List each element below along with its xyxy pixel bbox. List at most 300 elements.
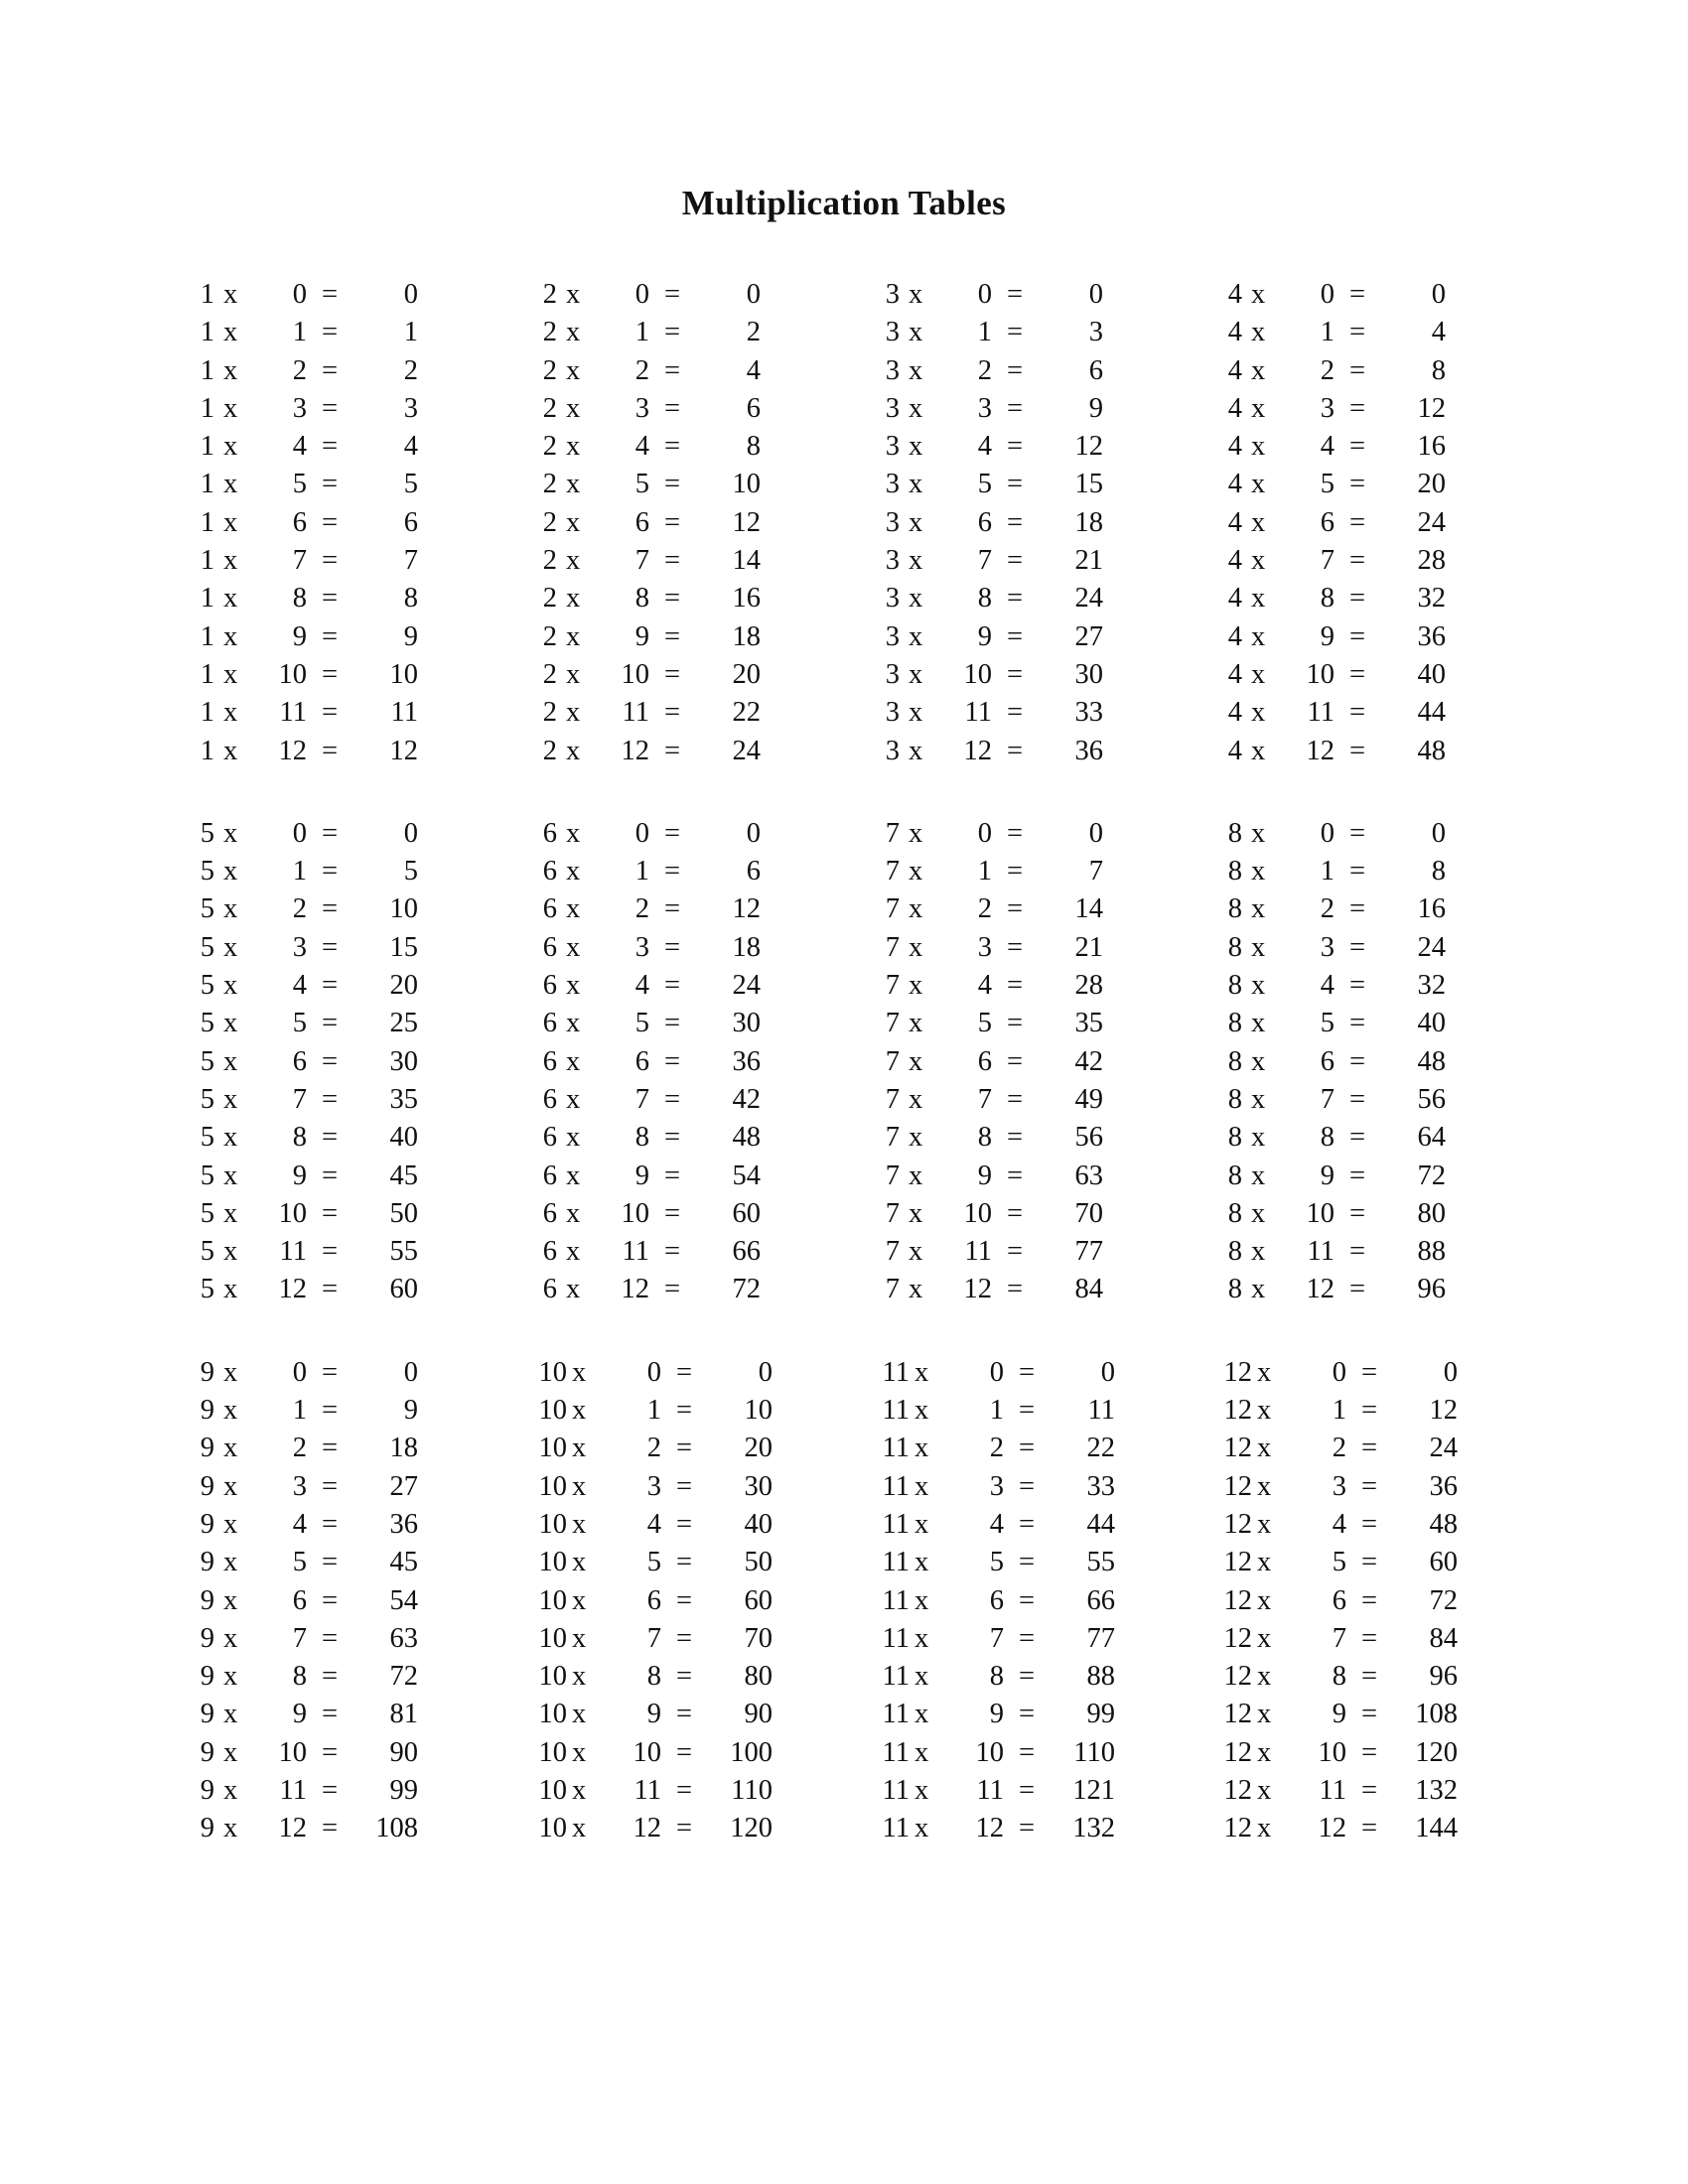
table-row xyxy=(511,1506,773,1544)
operator: x xyxy=(909,1122,923,1154)
equals-sign: = xyxy=(1348,817,1366,849)
multiplier: 3 xyxy=(885,392,900,424)
equals-sign: = xyxy=(1348,392,1366,424)
product: 121 xyxy=(1072,1774,1115,1806)
table-row xyxy=(169,1772,418,1810)
equals-sign: = xyxy=(321,1508,339,1540)
product: 24 xyxy=(732,970,761,1002)
product: 15 xyxy=(389,931,418,963)
multiplier: 4 xyxy=(1227,469,1242,500)
operator: x xyxy=(223,1197,238,1229)
operator: x xyxy=(1251,583,1266,614)
table-row xyxy=(854,1233,1103,1271)
operator: x xyxy=(223,317,238,348)
equals-sign: = xyxy=(321,545,339,577)
multiplicand: 9 xyxy=(292,620,307,652)
multiplicand: 2 xyxy=(634,354,649,386)
product: 36 xyxy=(1074,735,1103,766)
equals-sign: = xyxy=(321,1622,339,1654)
product: 42 xyxy=(1074,1045,1103,1077)
operator: x xyxy=(914,1736,929,1768)
table-row xyxy=(854,694,1103,732)
product: 48 xyxy=(1417,1045,1446,1077)
equals-sign: = xyxy=(321,469,339,500)
multiplier: 2 xyxy=(542,697,557,729)
multiplier: 4 xyxy=(1227,620,1242,652)
table-row xyxy=(511,1468,773,1506)
operator: x xyxy=(914,1661,929,1693)
equals-sign: = xyxy=(1018,1661,1036,1693)
product: 20 xyxy=(744,1433,773,1464)
operator: x xyxy=(566,856,581,887)
multiplicand: 3 xyxy=(1320,931,1335,963)
product: 2 xyxy=(403,354,418,386)
table-row xyxy=(1196,733,1446,770)
multiplier: 6 xyxy=(542,1236,557,1268)
table-row xyxy=(854,656,1103,694)
table-row xyxy=(1196,428,1446,466)
multiplier: 3 xyxy=(885,545,900,577)
product: 2 xyxy=(746,317,761,348)
multiplicand: 0 xyxy=(634,817,649,849)
product: 120 xyxy=(730,1813,773,1844)
fact-table xyxy=(169,276,418,770)
equals-sign: = xyxy=(1018,1547,1036,1578)
table-row xyxy=(169,1544,418,1581)
operator: x xyxy=(223,1045,238,1077)
equals-sign: = xyxy=(321,1661,339,1693)
operator: x xyxy=(566,893,581,925)
multiplicand: 2 xyxy=(292,354,307,386)
product: 6 xyxy=(746,392,761,424)
table-row xyxy=(169,618,418,656)
multiplier: 12 xyxy=(1223,1433,1252,1464)
multiplier: 10 xyxy=(538,1661,567,1693)
multiplicand: 5 xyxy=(634,1008,649,1039)
equals-sign: = xyxy=(1006,1083,1024,1115)
multiplicand: 1 xyxy=(977,856,992,887)
table-row xyxy=(511,390,761,428)
table-row xyxy=(1196,1158,1446,1195)
multiplicand: 7 xyxy=(1320,545,1335,577)
equals-sign: = xyxy=(1348,620,1366,652)
equals-sign: = xyxy=(1006,1160,1024,1191)
multiplier: 8 xyxy=(1227,1122,1242,1154)
multiplier: 11 xyxy=(882,1813,910,1844)
table-row xyxy=(854,1195,1103,1233)
multiplicand: 0 xyxy=(1320,279,1335,310)
multiplier: 9 xyxy=(200,1395,214,1427)
product: 56 xyxy=(1417,1083,1446,1115)
multiplicand: 6 xyxy=(977,1045,992,1077)
equals-sign: = xyxy=(663,317,681,348)
multiplier: 10 xyxy=(538,1547,567,1578)
equals-sign: = xyxy=(321,856,339,887)
multiplicand: 0 xyxy=(1332,1356,1346,1388)
fact-table xyxy=(854,1354,1115,1848)
multiplier: 3 xyxy=(885,583,900,614)
equals-sign: = xyxy=(1006,856,1024,887)
operator: x xyxy=(223,1622,238,1654)
operator: x xyxy=(1257,1813,1272,1844)
multiplicand: 7 xyxy=(634,545,649,577)
equals-sign: = xyxy=(321,354,339,386)
table-row xyxy=(1196,1430,1458,1467)
multiplier: 2 xyxy=(542,392,557,424)
operator: x xyxy=(223,279,238,310)
multiplicand: 12 xyxy=(621,735,649,766)
multiplication-table-8 xyxy=(1196,815,1539,1309)
operator: x xyxy=(909,620,923,652)
multiplier: 5 xyxy=(200,1045,214,1077)
table-row xyxy=(1196,1119,1446,1157)
table-row xyxy=(854,1506,1115,1544)
multiplier: 5 xyxy=(200,1083,214,1115)
multiplicand: 4 xyxy=(646,1508,661,1540)
multiplier: 2 xyxy=(542,658,557,690)
product: 84 xyxy=(1074,1274,1103,1305)
multiplier: 9 xyxy=(200,1813,214,1844)
equals-sign: = xyxy=(1348,1274,1366,1305)
multiplicand: 4 xyxy=(1332,1508,1346,1540)
table-row xyxy=(1196,314,1446,351)
table-row xyxy=(854,1772,1115,1810)
multiplicand: 3 xyxy=(292,392,307,424)
operator: x xyxy=(566,392,581,424)
operator: x xyxy=(909,658,923,690)
equals-sign: = xyxy=(1348,931,1366,963)
operator: x xyxy=(223,893,238,925)
operator: x xyxy=(566,583,581,614)
equals-sign: = xyxy=(675,1584,693,1616)
product: 12 xyxy=(732,893,761,925)
table-row xyxy=(1196,504,1446,542)
operator: x xyxy=(1257,1699,1272,1730)
equals-sign: = xyxy=(1006,658,1024,690)
multiplicand: 1 xyxy=(1320,317,1335,348)
operator: x xyxy=(1251,1083,1266,1115)
equals-sign: = xyxy=(1348,279,1366,310)
equals-sign: = xyxy=(321,970,339,1002)
table-row xyxy=(169,1119,418,1157)
operator: x xyxy=(223,817,238,849)
operator: x xyxy=(909,893,923,925)
table-row xyxy=(511,1658,773,1696)
multiplicand: 6 xyxy=(634,506,649,538)
multiplicand: 9 xyxy=(1332,1699,1346,1730)
table-row xyxy=(511,815,761,853)
multiplicand: 8 xyxy=(989,1661,1004,1693)
product: 20 xyxy=(1417,469,1446,500)
multiplier: 10 xyxy=(538,1813,567,1844)
multiplier: 11 xyxy=(882,1622,910,1654)
table-row xyxy=(511,580,761,617)
operator: x xyxy=(566,1008,581,1039)
table-row xyxy=(854,1354,1115,1392)
operator: x xyxy=(566,506,581,538)
multiplicand: 4 xyxy=(1320,431,1335,463)
table-row xyxy=(511,1696,773,1733)
equals-sign: = xyxy=(321,317,339,348)
multiplier: 9 xyxy=(200,1736,214,1768)
multiplicand: 6 xyxy=(1320,506,1335,538)
multiplier: 3 xyxy=(885,279,900,310)
table-row xyxy=(511,1734,773,1772)
table-row xyxy=(511,1810,773,1847)
table-row xyxy=(169,390,418,428)
product: 110 xyxy=(1073,1736,1115,1768)
equals-sign: = xyxy=(321,1433,339,1464)
table-row xyxy=(511,1233,761,1271)
multiplier: 8 xyxy=(1227,856,1242,887)
product: 0 xyxy=(403,817,418,849)
table-row xyxy=(854,1081,1103,1119)
product: 20 xyxy=(732,658,761,690)
fact-table xyxy=(1196,1354,1458,1848)
product: 60 xyxy=(732,1197,761,1229)
equals-sign: = xyxy=(1348,469,1366,500)
multiplier: 7 xyxy=(885,1083,900,1115)
multiplicand: 0 xyxy=(989,1356,1004,1388)
table-row xyxy=(1196,815,1446,853)
equals-sign: = xyxy=(1360,1622,1378,1654)
table-row xyxy=(854,815,1103,853)
product: 18 xyxy=(732,620,761,652)
table-row xyxy=(511,466,761,503)
multiplier: 11 xyxy=(882,1395,910,1427)
product: 24 xyxy=(1417,931,1446,963)
operator: x xyxy=(1257,1547,1272,1578)
product: 63 xyxy=(1074,1160,1103,1191)
table-row xyxy=(1196,1810,1458,1847)
multiplicand: 5 xyxy=(977,469,992,500)
table-row xyxy=(169,1658,418,1696)
operator: x xyxy=(914,1622,929,1654)
operator: x xyxy=(223,970,238,1002)
product: 90 xyxy=(744,1699,773,1730)
equals-sign: = xyxy=(675,1356,693,1388)
multiplier: 11 xyxy=(882,1774,910,1806)
multiplier: 5 xyxy=(200,856,214,887)
multiplier: 4 xyxy=(1227,583,1242,614)
equals-sign: = xyxy=(1018,1584,1036,1616)
multiplicand: 2 xyxy=(634,893,649,925)
product: 66 xyxy=(732,1236,761,1268)
equals-sign: = xyxy=(1348,1122,1366,1154)
multiplicand: 11 xyxy=(622,697,649,729)
multiplier: 2 xyxy=(542,354,557,386)
multiplication-table-11 xyxy=(854,1354,1196,1848)
table-row xyxy=(854,1043,1103,1081)
operator: x xyxy=(1251,735,1266,766)
equals-sign: = xyxy=(675,1736,693,1768)
equals-sign: = xyxy=(1006,970,1024,1002)
operator: x xyxy=(566,469,581,500)
equals-sign: = xyxy=(663,469,681,500)
table-row xyxy=(854,1468,1115,1506)
operator: x xyxy=(1251,1274,1266,1305)
multiplier: 5 xyxy=(200,970,214,1002)
multiplicand: 4 xyxy=(292,1508,307,1540)
multiplicand: 6 xyxy=(1320,1045,1335,1077)
multiplicand: 1 xyxy=(292,317,307,348)
multiplier: 4 xyxy=(1227,392,1242,424)
equals-sign: = xyxy=(663,1236,681,1268)
product: 8 xyxy=(1431,354,1446,386)
table-row xyxy=(511,967,761,1005)
product: 18 xyxy=(389,1433,418,1464)
multiplier: 3 xyxy=(885,658,900,690)
equals-sign: = xyxy=(663,1083,681,1115)
product: 6 xyxy=(1088,354,1103,386)
multiplier: 6 xyxy=(542,893,557,925)
multiplier: 4 xyxy=(1227,317,1242,348)
multiplier: 2 xyxy=(542,469,557,500)
table-row xyxy=(169,1005,418,1042)
multiplier: 11 xyxy=(882,1470,910,1502)
multiplier: 12 xyxy=(1223,1661,1252,1693)
multiplicand: 9 xyxy=(977,1160,992,1191)
multiplier: 1 xyxy=(200,735,214,766)
equals-sign: = xyxy=(1006,893,1024,925)
multiplicand: 7 xyxy=(634,1083,649,1115)
multiplier: 4 xyxy=(1227,431,1242,463)
equals-sign: = xyxy=(321,1045,339,1077)
equals-sign: = xyxy=(663,817,681,849)
table-row xyxy=(169,1734,418,1772)
multiplicand: 11 xyxy=(279,1774,307,1806)
table-row xyxy=(511,1430,773,1467)
multiplicand: 1 xyxy=(634,317,649,348)
operator: x xyxy=(1251,431,1266,463)
multiplier: 5 xyxy=(200,1160,214,1191)
table-row xyxy=(511,1043,761,1081)
equals-sign: = xyxy=(1018,1356,1036,1388)
multiplier: 11 xyxy=(882,1508,910,1540)
multiplier: 6 xyxy=(542,1122,557,1154)
product: 40 xyxy=(1417,658,1446,690)
equals-sign: = xyxy=(1360,1547,1378,1578)
fact-table xyxy=(169,815,418,1309)
operator: x xyxy=(566,1236,581,1268)
operator: x xyxy=(223,735,238,766)
table-row xyxy=(511,618,761,656)
multiplicand: 8 xyxy=(977,583,992,614)
operator: x xyxy=(566,658,581,690)
equals-sign: = xyxy=(663,970,681,1002)
multiplier: 9 xyxy=(200,1547,214,1578)
equals-sign: = xyxy=(663,1197,681,1229)
operator: x xyxy=(223,1008,238,1039)
multiplier: 10 xyxy=(538,1356,567,1388)
table-row xyxy=(169,428,418,466)
operator: x xyxy=(566,970,581,1002)
operator: x xyxy=(909,970,923,1002)
equals-sign: = xyxy=(663,354,681,386)
product: 48 xyxy=(1429,1508,1458,1540)
multiplier: 11 xyxy=(882,1356,910,1388)
product: 0 xyxy=(403,279,418,310)
equals-sign: = xyxy=(1360,1584,1378,1616)
table-row xyxy=(1196,542,1446,580)
product: 12 xyxy=(389,735,418,766)
product: 120 xyxy=(1415,1736,1458,1768)
operator: x xyxy=(909,583,923,614)
operator: x xyxy=(566,1122,581,1154)
multiplier: 12 xyxy=(1223,1699,1252,1730)
product: 35 xyxy=(1074,1008,1103,1039)
table-row xyxy=(169,656,418,694)
multiplication-table-9 xyxy=(169,1354,511,1848)
table-row xyxy=(854,466,1103,503)
multiplicand: 3 xyxy=(1320,392,1335,424)
multiplier: 9 xyxy=(200,1470,214,1502)
operator: x xyxy=(572,1736,587,1768)
table-row xyxy=(169,466,418,503)
equals-sign: = xyxy=(1018,1699,1036,1730)
equals-sign: = xyxy=(675,1622,693,1654)
equals-sign: = xyxy=(663,506,681,538)
operator: x xyxy=(223,469,238,500)
equals-sign: = xyxy=(663,583,681,614)
table-row xyxy=(511,504,761,542)
fact-table xyxy=(854,815,1103,1309)
multiplier: 9 xyxy=(200,1774,214,1806)
equals-sign: = xyxy=(321,893,339,925)
equals-sign: = xyxy=(1348,856,1366,887)
multiplicand: 4 xyxy=(634,970,649,1002)
fact-table xyxy=(169,1354,418,1848)
multiplicand: 7 xyxy=(646,1622,661,1654)
operator: x xyxy=(909,735,923,766)
operator: x xyxy=(909,1083,923,1115)
equals-sign: = xyxy=(1006,931,1024,963)
equals-sign: = xyxy=(663,1274,681,1305)
multiplier: 8 xyxy=(1227,931,1242,963)
equals-sign: = xyxy=(663,545,681,577)
multiplier: 10 xyxy=(538,1584,567,1616)
table-row xyxy=(169,694,418,732)
multiplicand: 5 xyxy=(292,1008,307,1039)
multiplier: 12 xyxy=(1223,1774,1252,1806)
product: 60 xyxy=(744,1584,773,1616)
operator: x xyxy=(566,354,581,386)
multiplicand: 12 xyxy=(1318,1813,1346,1844)
table-row xyxy=(169,815,418,853)
table-row xyxy=(511,1582,773,1620)
multiplicand: 3 xyxy=(292,1470,307,1502)
multiplicand: 6 xyxy=(646,1584,661,1616)
multiplier: 10 xyxy=(538,1508,567,1540)
operator: x xyxy=(1257,1661,1272,1693)
operator: x xyxy=(223,506,238,538)
product: 27 xyxy=(389,1470,418,1502)
multiplicand: 1 xyxy=(1320,856,1335,887)
table-row xyxy=(1196,618,1446,656)
multiplier: 12 xyxy=(1223,1813,1252,1844)
product: 16 xyxy=(732,583,761,614)
equals-sign: = xyxy=(1348,431,1366,463)
multiplicand: 3 xyxy=(977,392,992,424)
equals-sign: = xyxy=(1018,1774,1036,1806)
operator: x xyxy=(223,1699,238,1730)
product: 36 xyxy=(1429,1470,1458,1502)
operator: x xyxy=(566,1045,581,1077)
operator: x xyxy=(572,1661,587,1693)
product: 50 xyxy=(389,1197,418,1229)
product: 70 xyxy=(744,1622,773,1654)
multiplier: 5 xyxy=(200,1008,214,1039)
